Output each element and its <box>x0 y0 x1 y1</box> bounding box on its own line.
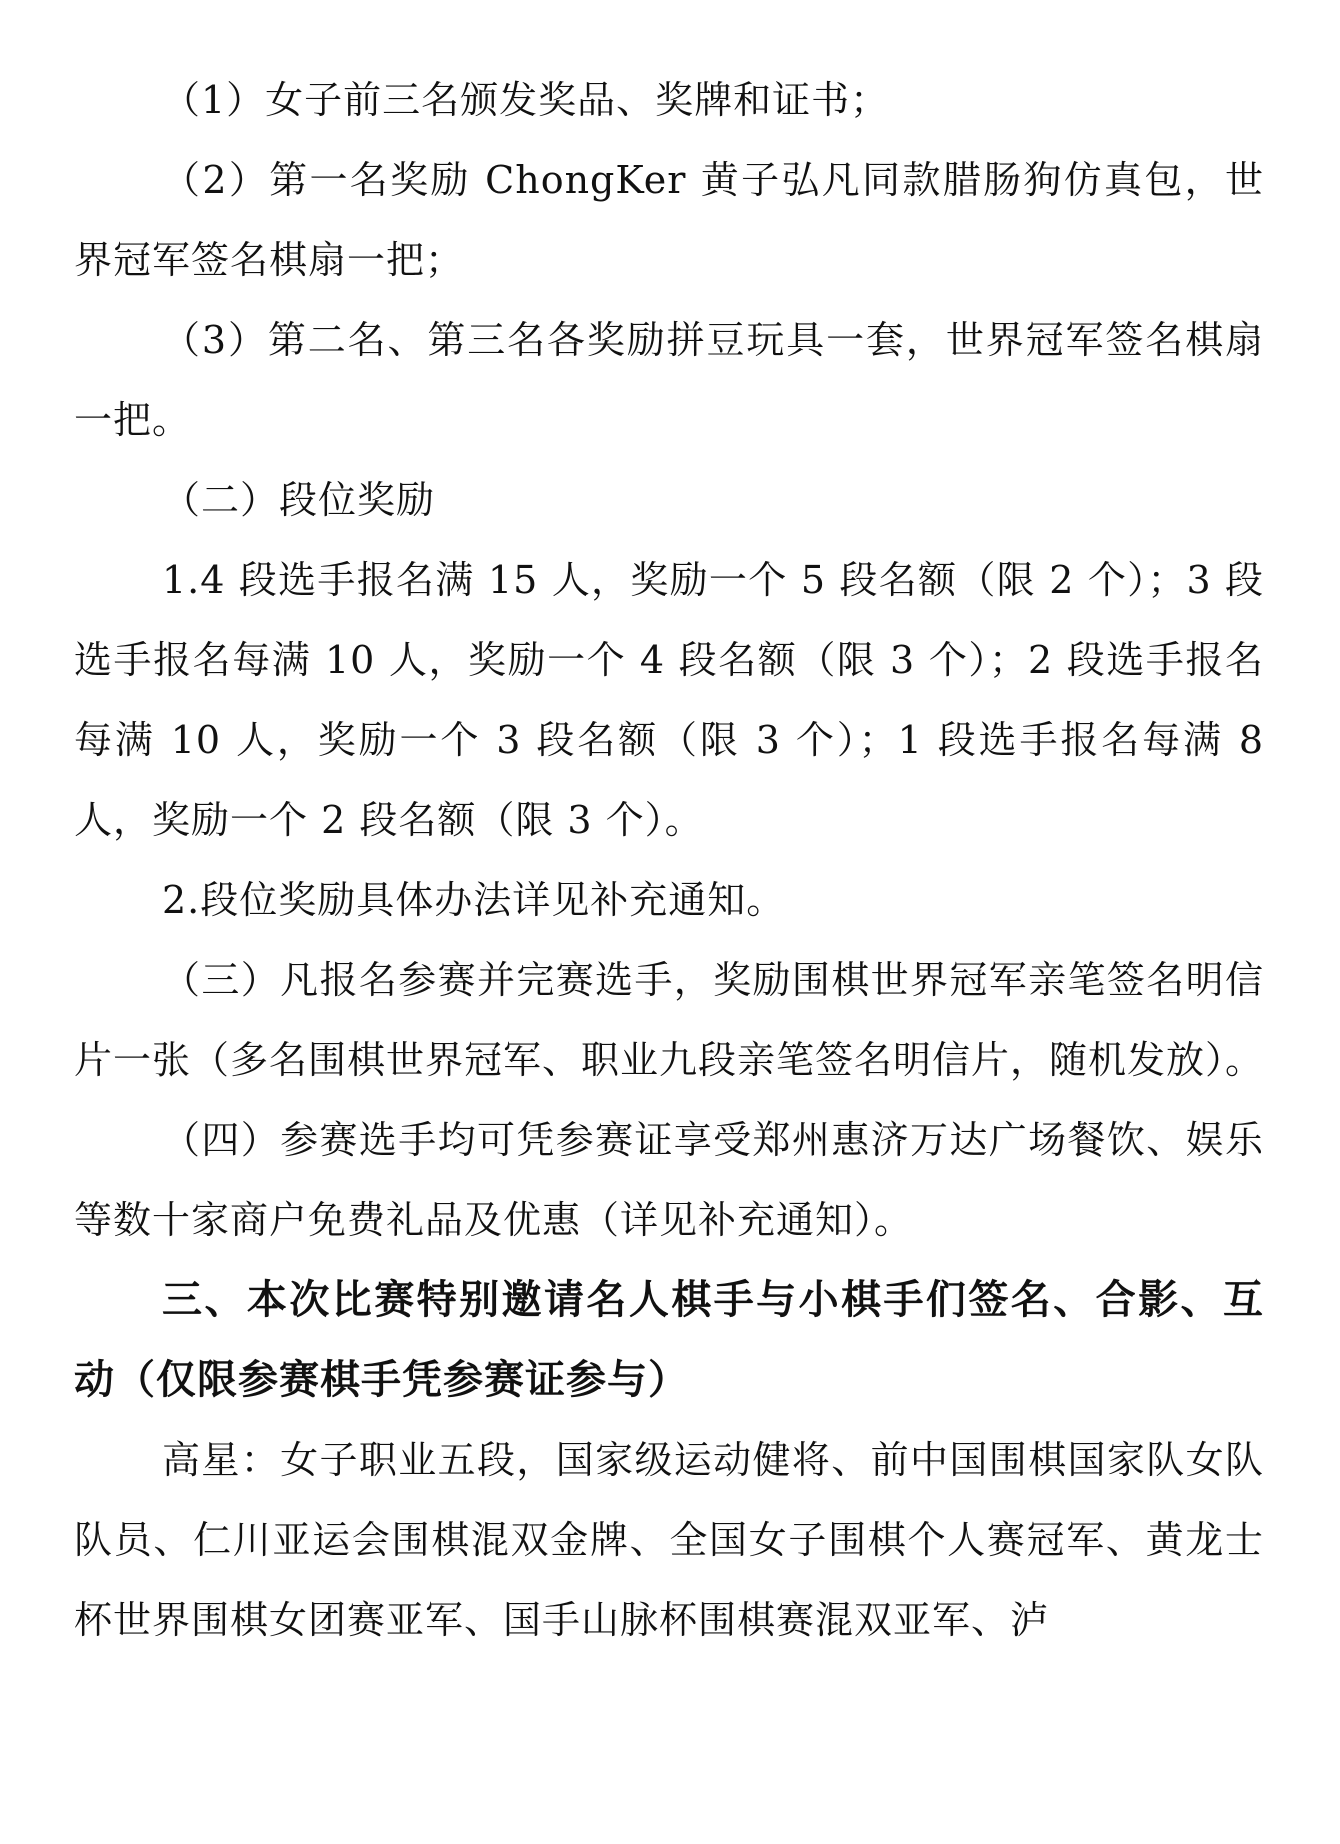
paragraph-merchant-offers: （四）参赛选手均可凭参赛证享受郑州惠济万达广场餐饮、娱乐等数十家商户免费礼品及优惠（详见补充通知）。 <box>74 1118 1264 1242</box>
section-heading-guest-players: 三、本次比赛特别邀请名人棋手与小棋手们签名、合影、互动（仅限参赛棋手凭参赛证参与） <box>74 1277 1264 1403</box>
section-heading-rank-reward: （二）段位奖励 <box>162 478 436 522</box>
paragraph-first-place-prize: （2）第一名奖励 ChongKer 黄子弘凡同款腊肠狗仿真包，世界冠军签名棋扇一把； <box>74 158 1264 282</box>
paragraph-second-third-prize: （3）第二名、第三名各奖励拼豆玩具一套，世界冠军签名棋扇一把。 <box>74 318 1264 442</box>
paragraph-rank-details: 2.段位奖励具体办法详见补充通知。 <box>162 878 786 922</box>
paragraph-female-top-three: （1）女子前三名颁发奖品、奖牌和证书； <box>162 78 890 122</box>
paragraph-signed-postcard: （三）凡报名参赛并完赛选手，奖励围棋世界冠军亲笔签名明信片一张（多名围棋世界冠军、职业九段亲笔签名明信片，随机发放）。 <box>74 958 1265 1082</box>
paragraph-rank-quota: 1.4 段选手报名满 15 人，奖励一个 5 段名额（限 2 个）；3 段选手报名每满 10 人，奖励一个 4 段名额（限 3 个）；2 段选手报名每满 10 人，奖励一个 3 段名额（限 3 个）；1 段选手报名每满 8 人，奖励一个 2 段名额（限 3 个）。 <box>74 558 1264 842</box>
document-page <box>74 60 1264 1830</box>
paragraph-gao-xing-bio: 高星：女子职业五段，国家级运动健将、前中国围棋国家队女队队员、仁川亚运会围棋混双金牌、全国女子围棋个人赛冠军、黄龙士杯世界围棋女团赛亚军、国手山脉杯围棋赛混双亚军、泸 <box>74 1438 1264 1642</box>
